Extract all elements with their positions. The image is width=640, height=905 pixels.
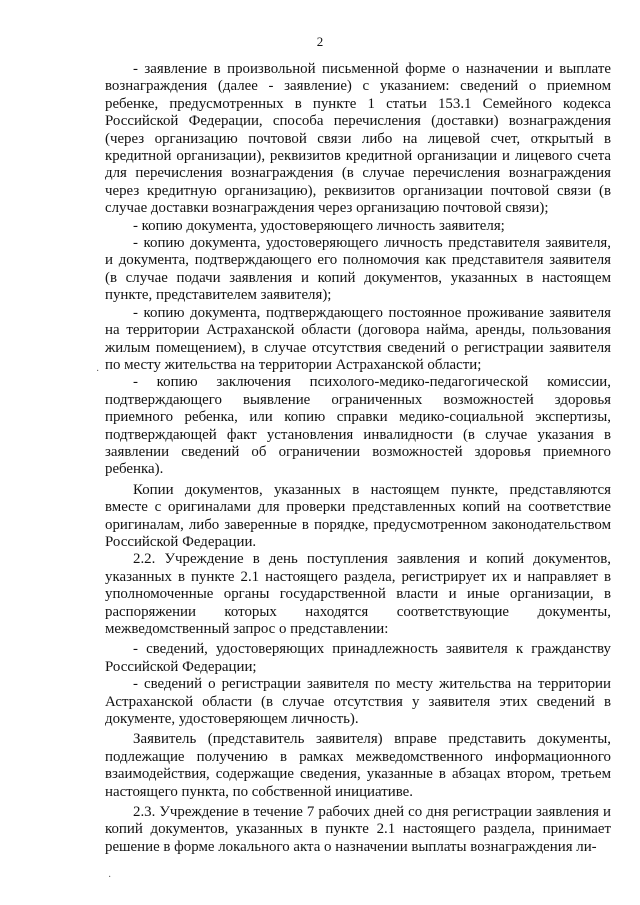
scan-speck: · [108,872,112,883]
paragraph-registration-info: - сведений о регистрации заявителя по месту жительства на территории Астраханской области (в случае отсутствия у заявителя этих сведений в документе, удостоверяющем личность). [105,676,611,728]
page-number: 2 [316,34,324,49]
scan-speck: · [96,366,100,377]
paragraph-section-2-3: 2.3. Учреждение в течение 7 рабочих дней со дня регистрации заявления и копий документов, указанных в пункте 2.1 настоящего раздела, принимает решение в форме локального акта о назначении выплаты вознаграждения ли- [105,804,611,855]
paragraph-section-2-2: 2.2. Учреждение в день поступления заявления и копий документов, указанных в пункте 2.1 настоящего раздела, регистрирует их и направляет в уполномоченные органы государственной власти и иные организации, в распоряжении которых находятся соответствующие документы, межведомственный запрос о представлении: [105,551,611,637]
paragraph-application: - заявление в произвольной письменной форме о назначении и выплате вознаграждения (далее - заявление) с указанием: сведений о приемном ребенке, предусмотренных в пункте 1 статьи 153.1 Семейного кодекса Российской Федерации, способа перечисления (доставки) вознаграждения (через организацию почтовой связи либо на лицевой счет, открытый в кредитной организации), реквизитов кредитной организации и лицевого счета для перечисления вознаграждения (в случае перечисления вознаграждения через кредитную организацию), реквизитов организации почтовой связи (в случае доставки вознаграждения через организацию почтовой связи); [105,61,611,217]
paragraph-commission-copy: - копию заключения психолого-медико-педагогической комиссии, подтверждающего выявление ограниченных возможностей здоровья приемного ребенка, или копию справки медико-социальной экспертизы, подтверждающей факт установления инвалидности (в случае указания в заявлении сведений об ограничении возможностей здоровья приемного ребенка). [105,374,611,478]
paragraph-representative-copy: - копию документа, удостоверяющего личность представителя заявителя, и документа, подтверждающего его полномочия как представителя заявителя (в случае подачи заявления и копий документов, указанных в настоящем пункте, представителем заявителя); [105,235,611,304]
document-body [105,61,611,856]
paragraph-own-initiative: Заявитель (представитель заявителя) вправе представить документы, подлежащие получению в рамках межведомственного информационного взаимодействия, содержащие сведения, указанные в абзацах втором, третьем настоящего пункта, по собственной инициативе. [105,731,611,800]
paragraph-residence-copy: - копию документа, подтверждающего постоянное проживание заявителя на территории Астраханской области (договора найма, аренды, пользования жилым помещением), в случае отсутствия сведений о регистрации заявителя по месту жительства на территории Астраханской области; [105,304,611,373]
paragraph-identity-copy: - копию документа, удостоверяющего личность заявителя; [133,217,505,234]
paragraph-citizenship-info: - сведений, удостоверяющих принадлежность заявителя к гражданству Российской Федерации; [105,641,611,675]
paragraph-copies-originals: Копии документов, указанных в настоящем пункте, представляются вместе с оригиналами для проверки представленных копий на соответствие оригиналам, либо заверенные в порядке, предусмотренном законодательством Российской Федерации. [105,481,611,550]
